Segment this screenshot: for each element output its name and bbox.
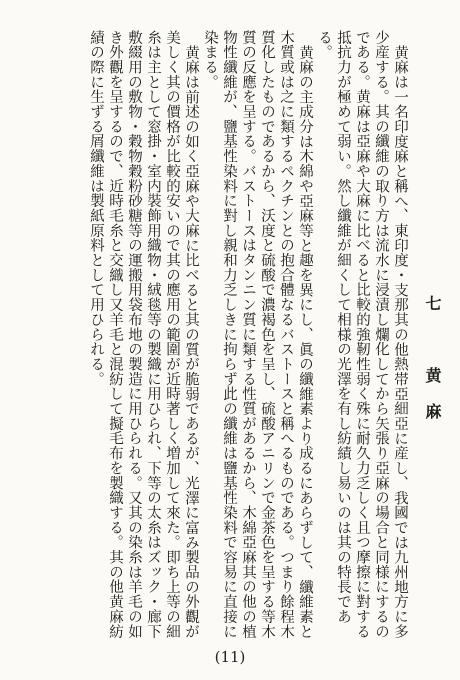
- paragraph-1: 黄麻は一名印度麻と稱へ、東印度・支那其の他熱帯亞細亞に産し、我國では九州地方に多少産する。其の纖維の取り方は流水に浸漬し爛化してから矢張り亞麻の場合と同様にするのである。黄麻は亞麻や大麻に比べると比較的強靭性弱く殊に耐久力乏しく且つ摩擦に對する抵抗力が極めて弱い。然し纖維が細くして相様の光澤を有し紡績し易いのは其の特長である。: [316, 30, 408, 639]
- chapter-number: 七: [423, 295, 442, 331]
- chapter-heading: [423, 295, 442, 640]
- paragraph-2: 黄麻の主成分は木綿や亞麻等と趣を異にし、眞の纖維素より成るにあらずして、纖維素と木質或は之に類するペクチンとの抱合體なるバストースと稱へるものである。つまり餘程木質化したものであるから、沃度と硫酸で濃褐色を呈し、硫酸アニリンで金茶色を呈する等木質の反應を呈する。バストースはタンニン質に類する性質があるから、木綿亞麻其の他の植物性纖維が、鹽基性染料に對し親和力乏しきに拘らず此の纖維は鹽基性染料で容易に直接に染まる。: [202, 30, 313, 639]
- chapter-title: 黄麻: [423, 367, 442, 439]
- paragraph-3: 黄麻は前述の如く亞麻や大麻に比べると其の質が脆弱であるが、光澤に富み製品の外觀が美しく其の價格が比較的安いので其の應用の範圍が近時著しく増加して來た。即ち上等の細糸は主として窓掛・室内裝飾用織物・絨毯等の製織に用ひられ、下等の太糸はズック・廊下敷綴用の敷物・穀物穀粉砂糖等の運搬用袋布地の製造に用ひられる。又其の染糸は羊毛の如き外觀を呈するので、近時毛糸と交織し又羊毛と混紡して擬毛布を製織する。其の他黄麻紡績の際に生ずる屑纖維は製紙原料として用ひられる。: [88, 30, 199, 639]
- vertical-text-body: [18, 30, 442, 640]
- page-number: (11): [214, 648, 246, 666]
